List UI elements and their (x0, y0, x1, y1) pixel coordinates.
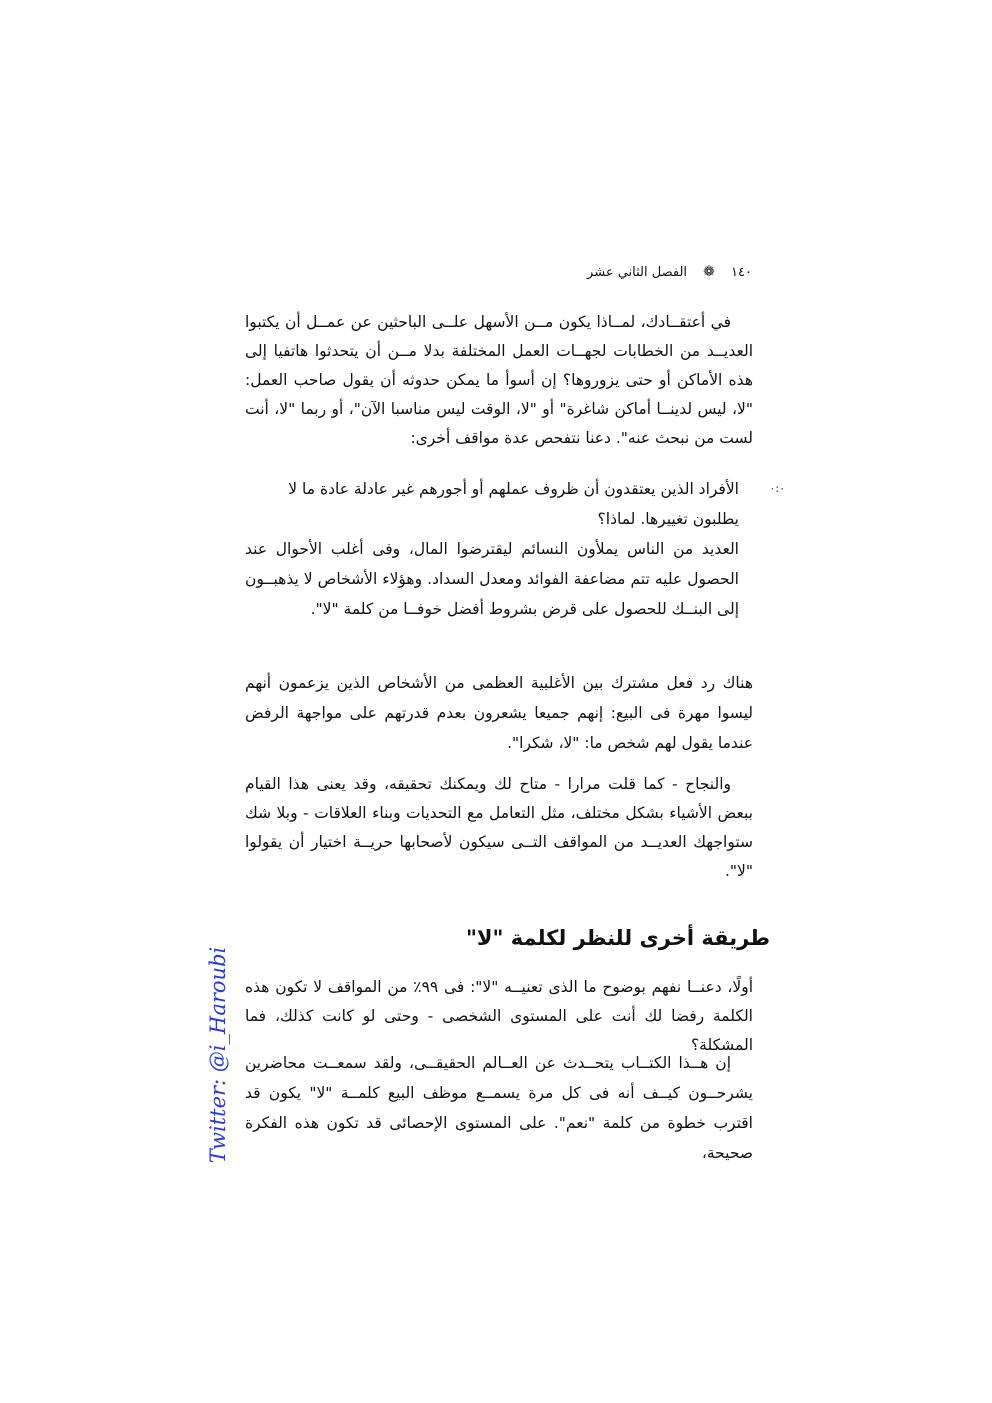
paragraph-success (245, 770, 753, 886)
bullet-item (245, 474, 785, 624)
paragraph-text: في أعتقــادك، لمــاذا يكون مــن الأسهل علــى الباحثين عن عمــل أن يكتبوا العديــد من الخطابات لجهــات العمل المختلفة بدلا مــن أن يتحدثوا هاتفيا إلى هذه الأماكن أو حتى يزوروها؟ إن أسوأ ما يمكن حدوثه أن يقول صاحب العمل: "لا، ليس لدينــا أماكن شاغرة" أو "لا، الوقت ليس مناسبا الآن"، أو ربما "لا، أنت لست من نبحث عنه". دعنا نتفحص عدة مواقف أخرى: (245, 313, 753, 447)
watermark: Twitter: @i_Haroubi (206, 946, 230, 1164)
paragraph-intro (245, 308, 753, 453)
paragraph-text: أولًا، دعنــا نفهم بوضوح ما الذى تعنيــه "لا": فى ٩٩٪ من المواقف لا تكون هذه الكلمة رفضا لك أنت على المستوى الشخصى - وحتى لو كانت كذلك، فما المشكلة؟ (245, 978, 754, 1054)
bullet-marker-icon: ٠:٠ (769, 482, 785, 495)
ornament-icon: ❁ (703, 264, 715, 280)
paragraph-text: إن هــذا الكتــاب يتحــدث عن العــالم الحقيقــى، ولقد سمعــت محاضرين يشرحــون كيــف أنه فى كل مرة يسمــع موظف البيع كلمــة "لا" يكون قد اقترب خطوة من كلمة "نعم". على المستوى الإحصائى قد تكون هذه الفكرة صحيحة، (245, 1054, 753, 1162)
paragraph-text: هناك رد فعل مشترك بين الأغلبية العظمى من الأشخاص الذين يزعمون أنهم ليسوا مهرة فى البيع: إنهم جميعا يشعرون بعدم قدرتهم على مواجهة الرفض عندما يقول لهم شخص ما: "لا، شكرا". (245, 674, 753, 752)
section-heading: طريقة أخرى للنظر لكلمة "لا" (465, 926, 770, 950)
paragraph-first (245, 973, 753, 1060)
paragraph-common-reaction (245, 668, 753, 758)
bullet-line: الأفراد الذين يعتقدون أن ظروف عملهم أو أجورهم غير عادلة عادة ما لا (288, 480, 739, 498)
chapter-title: الفصل الثاني عشر (587, 265, 688, 280)
page-number: ١٤٠ (731, 265, 752, 280)
bullet-text (245, 474, 739, 624)
paragraph-text: والنجاح - كما قلت مرارا - متاح لك ويمكنك تحقيقه، وقد يعنى هذا القيام ببعض الأشياء بشكل مختلف، مثل التعامل مع التحديات وبناء العلاقات - وبلا شك ستواجهك العديــد من المواقف التــى سيكون لأصحابها حريــة اختيار أن يقولوا "لا". (245, 775, 753, 880)
paragraph-real-world (245, 1048, 753, 1168)
running-header (252, 262, 752, 283)
bullet-line: يطلبون تغييرها. لماذا؟ (597, 510, 739, 528)
bullet-line: العديد من الناس يملأون النسائم ليقترضوا المال، وفى أغلب الأحوال عند الحصول عليه تتم مضاعفة الفوائد ومعدل السداد. وهؤلاء الأشخاص لا يذهبــون إلى البنــك للحصول على قرض بشروط أفضل خوفــا من كلمة "لا". (245, 540, 739, 618)
